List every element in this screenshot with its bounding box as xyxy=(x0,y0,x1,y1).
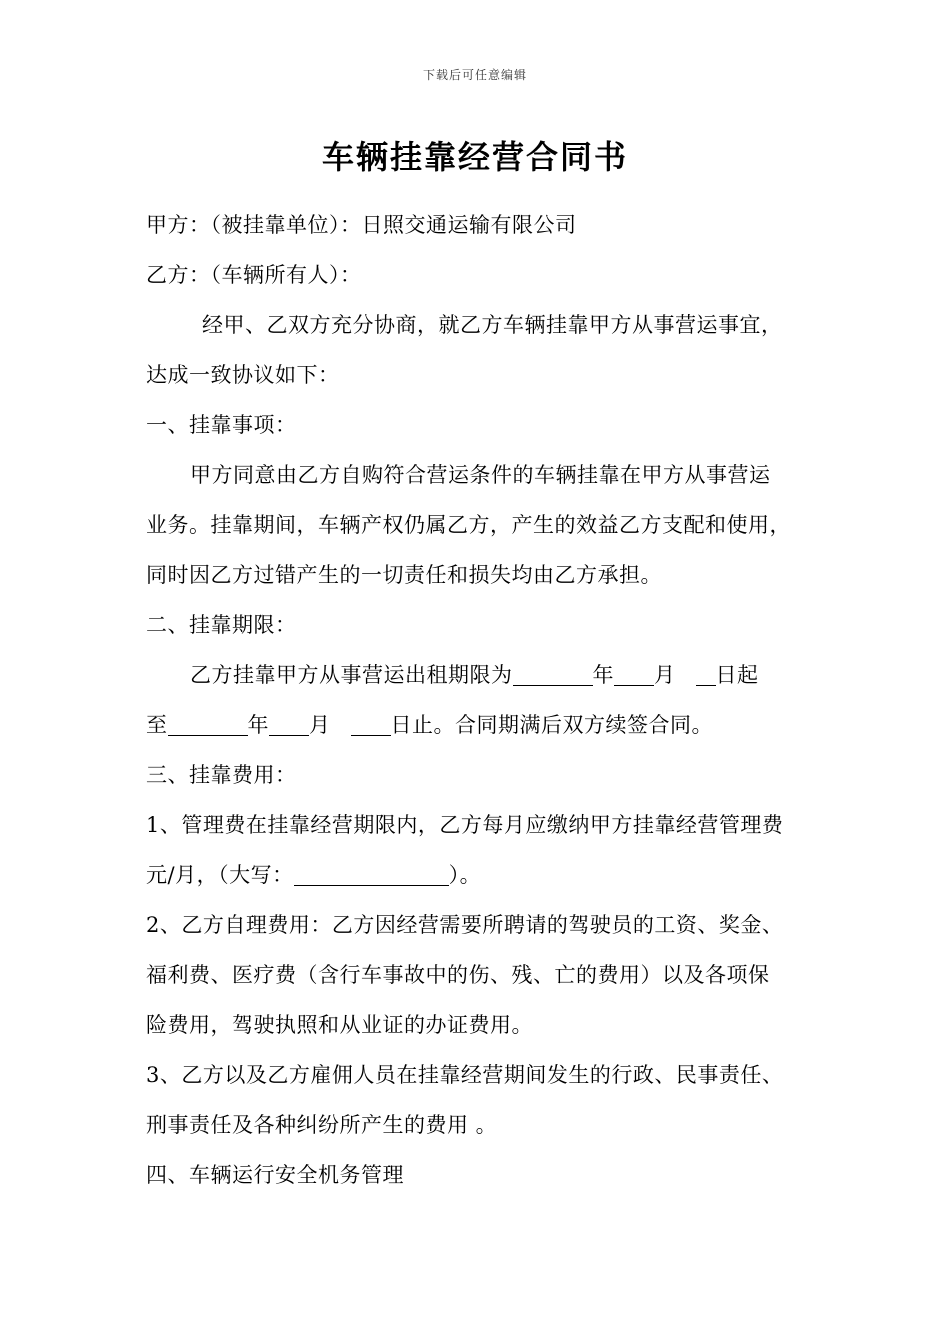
party-b-line: 乙方：（车辆所有人）： xyxy=(146,263,362,287)
section-2-title: 二、挂靠期限： xyxy=(146,613,297,637)
document-body xyxy=(146,200,826,1200)
party-a-line: 甲方：（被挂靠单位）：日照交通运输有限公司 xyxy=(146,213,577,237)
start-year-blank xyxy=(513,663,593,686)
end-year-blank xyxy=(168,713,248,736)
section-4-title: 四、车辆运行安全机务管理 xyxy=(146,1163,404,1187)
term-start-label: 乙方挂靠甲方从事营运出租期限为 xyxy=(190,663,513,687)
section-1-para-line-1: 甲方同意由乙方自购符合营运条件的车辆挂靠在甲方从事营运 xyxy=(190,463,771,487)
section-3-item-3-line-2: 刑事责任及各种纠纷所产生的费用 。 xyxy=(146,1113,498,1137)
fee-capitalized-blank xyxy=(294,863,449,886)
start-day-label: 日起 xyxy=(715,663,759,687)
end-day-label: 日止。合同期满后双方续签合同。 xyxy=(390,713,713,737)
start-month-blank xyxy=(614,663,654,686)
fee-per-month-label: 元/月，（大写： xyxy=(146,863,294,887)
header-note: 下载后可任意编辑 xyxy=(422,68,527,82)
section-3-item-2-line-2: 福利费、医疗费（含行车事故中的伤、残、亡的费用）以及各项保 xyxy=(146,963,770,987)
section-3-title: 三、挂靠费用： xyxy=(146,763,297,787)
section-3-item-1-line-2 xyxy=(146,850,826,900)
section-3-item-1-line-1: 1、管理费在挂靠经营期限内，乙方每月应缴纳甲方挂靠经营管理费 xyxy=(146,813,784,837)
fee-closing-label: ）。 xyxy=(448,863,482,887)
intro-line-1: 经甲、乙双方充分协商，就乙方车辆挂靠甲方从事营运事宜， xyxy=(202,313,783,337)
document-title: 车辆挂靠经营合同书 xyxy=(321,138,628,176)
section-1-para-line-2: 业务。挂靠期间，车辆产权仍属乙方，产生的效益乙方支配和使用， xyxy=(146,513,791,537)
end-year-label: 年 xyxy=(247,713,269,737)
end-month-label: 月 xyxy=(309,713,331,737)
section-1-title: 一、挂靠事项： xyxy=(146,413,297,437)
section-3-item-2-line-3: 险费用，驾驶执照和从业证的办证费用。 xyxy=(146,1013,533,1037)
start-day-blank xyxy=(696,663,716,686)
section-2-para-line-1 xyxy=(146,650,826,700)
end-month-blank xyxy=(269,713,309,736)
end-day-blank xyxy=(351,713,391,736)
term-end-label: 至 xyxy=(146,713,168,737)
start-month-label: 月 xyxy=(654,663,676,687)
intro-line-2: 达成一致协议如下： xyxy=(146,363,340,387)
section-1-para-line-3: 同时因乙方过错产生的一切责任和损失均由乙方承担。 xyxy=(146,563,662,587)
section-3-item-3-line-1: 3、乙方以及乙方雇佣人员在挂靠经营期间发生的行政、民事责任、 xyxy=(146,1063,784,1087)
start-year-label: 年 xyxy=(592,663,614,687)
section-3-item-2-line-1: 2、乙方自理费用：乙方因经营需要所聘请的驾驶员的工资、奖金、 xyxy=(146,913,784,937)
section-2-para-line-2 xyxy=(146,700,826,750)
